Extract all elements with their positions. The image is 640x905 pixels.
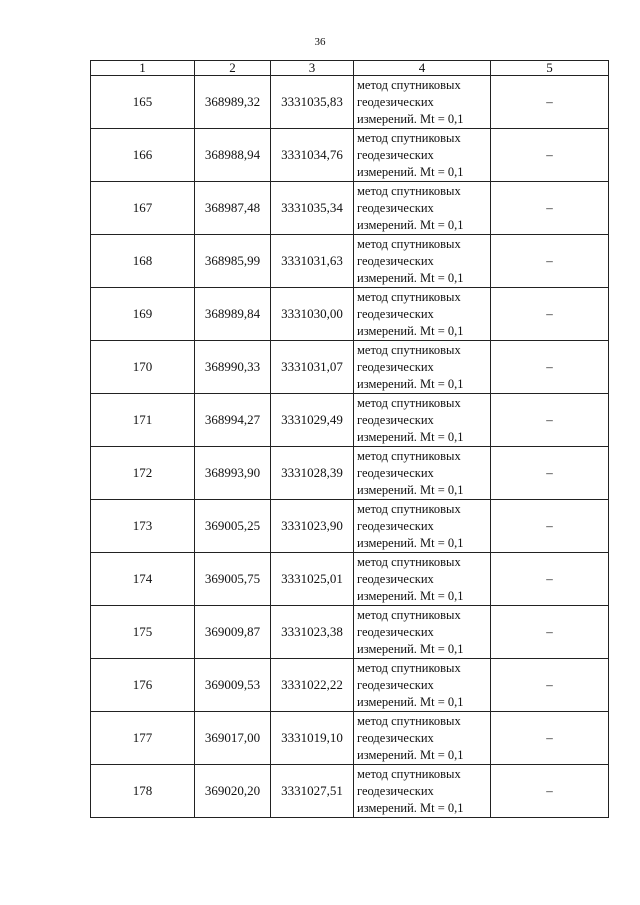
point-number-cell: 177: [91, 712, 195, 765]
note-cell: –: [491, 235, 609, 288]
method-line: измерений. Mt = 0,1: [357, 535, 464, 550]
method-cell: [354, 606, 491, 659]
y-coordinate-cell: 3331023,90: [271, 500, 354, 553]
y-coordinate-cell: 3331025,01: [271, 553, 354, 606]
note-cell: –: [491, 765, 609, 818]
column-header-1: 1: [91, 61, 195, 76]
method-line: геодезических: [357, 571, 434, 586]
x-coordinate-cell: 369005,75: [195, 553, 271, 606]
method-line: измерений. Mt = 0,1: [357, 376, 464, 391]
method-line: метод спутниковых: [357, 130, 461, 145]
table-row: [91, 606, 609, 659]
method-line: геодезических: [357, 253, 434, 268]
point-number-cell: 172: [91, 447, 195, 500]
method-line: измерений. Mt = 0,1: [357, 800, 464, 815]
point-number-cell: 166: [91, 129, 195, 182]
note-cell: –: [491, 129, 609, 182]
x-coordinate-cell: 369020,20: [195, 765, 271, 818]
x-coordinate-cell: 369005,25: [195, 500, 271, 553]
method-line: метод спутниковых: [357, 236, 461, 251]
method-line: метод спутниковых: [357, 607, 461, 622]
column-header-3: 3: [271, 61, 354, 76]
method-line: метод спутниковых: [357, 660, 461, 675]
table-row: [91, 659, 609, 712]
y-coordinate-cell: 3331030,00: [271, 288, 354, 341]
note-cell: –: [491, 182, 609, 235]
method-line: метод спутниковых: [357, 289, 461, 304]
x-coordinate-cell: 368994,27: [195, 394, 271, 447]
method-line: измерений. Mt = 0,1: [357, 217, 464, 232]
point-number-cell: 171: [91, 394, 195, 447]
table-row: [91, 288, 609, 341]
method-line: метод спутниковых: [357, 342, 461, 357]
method-line: геодезических: [357, 624, 434, 639]
y-coordinate-cell: 3331028,39: [271, 447, 354, 500]
method-line: геодезических: [357, 94, 434, 109]
method-line: измерений. Mt = 0,1: [357, 588, 464, 603]
method-cell: [354, 129, 491, 182]
method-line: геодезических: [357, 677, 434, 692]
table-row: [91, 235, 609, 288]
method-line: измерений. Mt = 0,1: [357, 429, 464, 444]
table-row: [91, 712, 609, 765]
table-body: [91, 76, 609, 818]
method-line: метод спутниковых: [357, 766, 461, 781]
point-number-cell: 174: [91, 553, 195, 606]
point-number-cell: 173: [91, 500, 195, 553]
x-coordinate-cell: 368993,90: [195, 447, 271, 500]
method-line: измерений. Mt = 0,1: [357, 270, 464, 285]
table-row: [91, 553, 609, 606]
method-line: метод спутниковых: [357, 448, 461, 463]
y-coordinate-cell: 3331027,51: [271, 765, 354, 818]
y-coordinate-cell: 3331031,07: [271, 341, 354, 394]
note-cell: –: [491, 447, 609, 500]
page-number: 36: [314, 36, 326, 48]
method-line: геодезических: [357, 147, 434, 162]
method-line: метод спутниковых: [357, 395, 461, 410]
note-cell: –: [491, 500, 609, 553]
x-coordinate-cell: 368990,33: [195, 341, 271, 394]
x-coordinate-cell: 368989,84: [195, 288, 271, 341]
y-coordinate-cell: 3331022,22: [271, 659, 354, 712]
method-line: геодезических: [357, 200, 434, 215]
method-cell: [354, 288, 491, 341]
x-coordinate-cell: 368988,94: [195, 129, 271, 182]
method-cell: [354, 182, 491, 235]
method-line: геодезических: [357, 518, 434, 533]
column-header-2: 2: [195, 61, 271, 76]
point-number-cell: 176: [91, 659, 195, 712]
note-cell: –: [491, 659, 609, 712]
method-cell: [354, 447, 491, 500]
y-coordinate-cell: 3331034,76: [271, 129, 354, 182]
method-line: метод спутниковых: [357, 183, 461, 198]
y-coordinate-cell: 3331035,83: [271, 76, 354, 129]
note-cell: –: [491, 341, 609, 394]
point-number-cell: 170: [91, 341, 195, 394]
method-line: измерений. Mt = 0,1: [357, 111, 464, 126]
method-line: измерений. Mt = 0,1: [357, 482, 464, 497]
x-coordinate-cell: 368985,99: [195, 235, 271, 288]
point-number-cell: 175: [91, 606, 195, 659]
method-line: измерений. Mt = 0,1: [357, 164, 464, 179]
table-header-row: [91, 61, 609, 76]
method-cell: [354, 394, 491, 447]
point-number-cell: 167: [91, 182, 195, 235]
table-row: [91, 76, 609, 129]
method-cell: [354, 341, 491, 394]
method-cell: [354, 765, 491, 818]
y-coordinate-cell: 3331031,63: [271, 235, 354, 288]
method-line: измерений. Mt = 0,1: [357, 694, 464, 709]
method-cell: [354, 712, 491, 765]
table-row: [91, 129, 609, 182]
method-line: метод спутниковых: [357, 501, 461, 516]
method-cell: [354, 235, 491, 288]
method-line: метод спутниковых: [357, 554, 461, 569]
method-line: измерений. Mt = 0,1: [357, 641, 464, 656]
method-line: измерений. Mt = 0,1: [357, 323, 464, 338]
coordinates-table: [90, 60, 609, 818]
y-coordinate-cell: 3331019,10: [271, 712, 354, 765]
table-row: [91, 500, 609, 553]
point-number-cell: 178: [91, 765, 195, 818]
method-cell: [354, 76, 491, 129]
x-coordinate-cell: 369009,87: [195, 606, 271, 659]
point-number-cell: 165: [91, 76, 195, 129]
method-line: геодезических: [357, 465, 434, 480]
column-header-5: 5: [491, 61, 609, 76]
method-line: геодезических: [357, 730, 434, 745]
method-cell: [354, 500, 491, 553]
x-coordinate-cell: 368987,48: [195, 182, 271, 235]
table-row: [91, 447, 609, 500]
table-row: [91, 182, 609, 235]
table-row: [91, 765, 609, 818]
method-line: геодезических: [357, 412, 434, 427]
method-cell: [354, 553, 491, 606]
method-line: измерений. Mt = 0,1: [357, 747, 464, 762]
point-number-cell: 168: [91, 235, 195, 288]
method-line: метод спутниковых: [357, 713, 461, 728]
y-coordinate-cell: 3331035,34: [271, 182, 354, 235]
note-cell: –: [491, 712, 609, 765]
note-cell: –: [491, 288, 609, 341]
note-cell: –: [491, 606, 609, 659]
x-coordinate-cell: 369017,00: [195, 712, 271, 765]
note-cell: –: [491, 76, 609, 129]
method-line: геодезических: [357, 783, 434, 798]
y-coordinate-cell: 3331029,49: [271, 394, 354, 447]
table-row: [91, 394, 609, 447]
method-line: метод спутниковых: [357, 77, 461, 92]
note-cell: –: [491, 553, 609, 606]
method-line: геодезических: [357, 359, 434, 374]
table-row: [91, 341, 609, 394]
x-coordinate-cell: 369009,53: [195, 659, 271, 712]
x-coordinate-cell: 368989,32: [195, 76, 271, 129]
method-cell: [354, 659, 491, 712]
point-number-cell: 169: [91, 288, 195, 341]
method-line: геодезических: [357, 306, 434, 321]
note-cell: –: [491, 394, 609, 447]
column-header-4: 4: [354, 61, 491, 76]
y-coordinate-cell: 3331023,38: [271, 606, 354, 659]
